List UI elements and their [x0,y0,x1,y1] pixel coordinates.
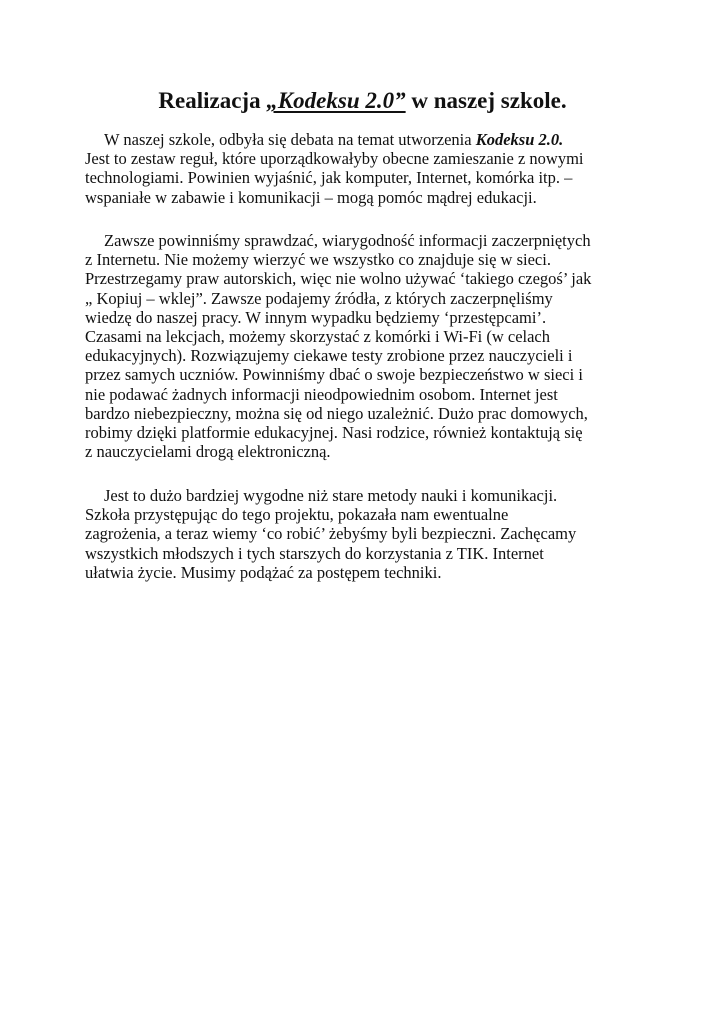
paragraph-line: edukacyjnych). Rozwiązujemy ciekawe testy zrobione przez nauczycieli i [85,346,573,366]
paragraph-line: Czasami na lekcjach, możemy skorzystać z komórki i Wi-Fi (w celach [85,327,550,347]
title-suffix: w naszej szkole. [405,88,567,113]
paragraph-line: bardzo niebezpieczny, można się od niego uzależnić. Dużo prac domowych, [85,403,588,423]
paragraph-line: Jest to zestaw reguł, które uporządkowałyby obecne zamieszanie z nowymi [85,149,584,169]
paragraph-line: Jest to dużo bardziej wygodne niż stare metody nauki i komunikacji. [104,486,558,505]
document-title [0,86,725,116]
line-text: W naszej szkole, odbyła się debata na temat utworzenia [104,130,476,149]
paragraph-line: technologiami. Powinien wyjaśnić, jak komputer, Internet, komórka itp. – [85,168,573,188]
paragraph-line: Szkoła przystępując do tego projektu, pokazała nam ewentualne [85,505,509,525]
kodeks-emphasis: Kodeksu 2.0. [475,130,564,149]
paragraph-line [85,130,645,149]
title-prefix: Realizacja [158,88,267,113]
paragraph-line: zagrożenia, a teraz wiemy ‘co robić’ żebyśmy byli bezpieczni. Zachęcamy [85,524,577,544]
paragraph-line: wszystkich młodszych i tych starszych do korzystania z TIK. Internet [85,543,544,563]
paragraph-1 [85,130,645,207]
paragraph-line: wspaniałe w zabawie i komunikacji – mogą pomóc mądrej edukacji. [85,187,537,207]
paragraph-line: z nauczycielami drogą elektroniczną. [85,442,331,462]
paragraph-line: wiedzę do naszej pracy. W innym wypadku będziemy ‘przestępcami’. [85,307,547,327]
paragraph-2 [85,231,645,461]
paragraph-line: ułatwia życie. Musimy podążać za postępem techniki. [85,562,442,582]
paragraph-line: nie podawać żadnych informacji nieodpowiednim osobom. Internet jest [85,384,558,404]
paragraph-line: z Internetu. Nie możemy wierzyć we wszystko co znajduje się w sieci. [85,250,551,270]
paragraph-line: Zawsze powinniśmy sprawdzać, wiarygodność informacji zaczerpniętych [104,231,591,250]
paragraph-3 [85,486,645,582]
paragraph-line: przez samych uczniów. Powinniśmy dbać o swoje bezpieczeństwo w sieci i [85,365,583,385]
title-kodeks: „Kodeksu 2.0” [266,88,406,113]
paragraph-line: Przestrzegamy praw autorskich, więc nie wolno używać ‘takiego czegoś’ jak [85,269,592,289]
paragraph-line: robimy dzięki platformie edukacyjnej. Nasi rodzice, również kontaktują się [85,423,583,443]
paragraph-line: „ Kopiuj – wklej”. Zawsze podajemy źródła, z których zaczerpnęliśmy [85,288,553,308]
